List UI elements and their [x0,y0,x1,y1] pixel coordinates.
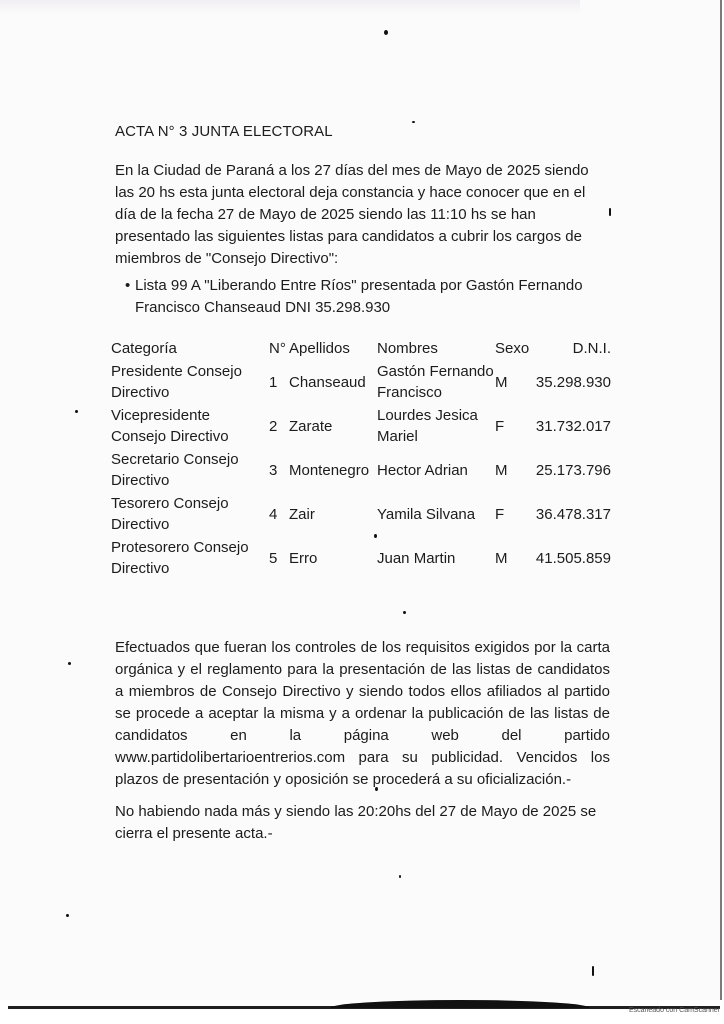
cell-numero: 3 [269,461,278,479]
table-row [111,360,611,404]
table-row [111,536,611,580]
body-paragraph: Efectuados que fueran los controles de los requisitos exigidos por la carta orgánica y el reglamento para la presentación de las listas de candidatos a miembros de Consejo Directivo y siendo todos ellos afiliados al partido se procede a aceptar la misma y a ordenar la publicación de las listas de candidatos en la página web del partido www.partidolibertarioentrerios.com para su publicidad. Vencidos los plazos de presentación y oposición se procederá a su oficialización.- [115,639,610,788]
table-row [111,404,611,448]
cell-dni: 25.173.796 [535,461,611,479]
cell-nombres: Gastón Fernando Francisco [377,363,494,401]
cell-apellidos: Erro [289,549,318,567]
cell-categoria: Vicepresidente Consejo Directivo [111,407,229,445]
header-apellidos: Apellidos [289,339,350,357]
cell-numero: 2 [269,417,278,435]
cell-dni: 35.298.930 [535,373,611,391]
cell-dni: 36.478.317 [535,505,611,523]
cell-nombres: Juan Martin [377,549,456,567]
candidates-table [111,336,611,580]
table-header-row [111,336,611,360]
cell-sexo: M [495,461,508,479]
cell-nombres: Hector Adrian [377,461,468,479]
cell-sexo: F [495,417,505,435]
cell-dni: 31.732.017 [535,417,611,435]
cell-sexo: M [495,549,508,567]
scan-speck [66,914,69,917]
cell-sexo: F [495,505,505,523]
cell-sexo: M [495,373,508,391]
cell-apellidos: Chanseaud [289,373,366,391]
header-categoria: Categoría [111,339,177,357]
header-dni: D.N.I. [572,339,611,357]
cell-categoria: Tesorero Consejo Directivo [111,495,229,533]
scan-speck [412,121,415,123]
scan-speck [399,875,401,878]
cell-categoria: Protesorero Consejo Directivo [111,539,249,577]
scan-page-edge-shadow [330,1000,590,1008]
camscanner-watermark: Escaneado con CamScanner [628,1007,720,1014]
table-row [111,448,611,492]
list-item [125,275,605,319]
scan-speck [403,611,406,614]
header-nombres: Nombres [377,339,438,357]
cell-numero: 5 [269,549,278,567]
cell-numero: 1 [269,373,278,391]
scan-artifact-band [0,0,580,14]
intro-paragraph: En la Ciudad de Paraná a los 27 días del mes de Mayo de 2025 siendo las 20 hs esta junta electoral deja constancia y hace conocer que en el día de la fecha 27 de Mayo de 2025 siendo las 11:10 hs se han presentado las siguientes listas para candidatos a cubrir los cargos de miembros de "Consejo Directivo": [115,162,589,267]
closing-paragraph: No habiendo nada más y siendo las 20:20hs del 27 de Mayo de 2025 se cierra el presente acta.- [115,803,597,842]
header-numero: N° [269,339,286,357]
cell-apellidos: Montenegro [289,461,370,479]
cell-categoria: Secretario Consejo Directivo [111,451,239,489]
table-row [111,492,611,536]
cell-categoria: Presidente Consejo Directivo [111,363,242,401]
scan-speck [75,410,78,413]
scan-speck [592,966,594,976]
cell-numero: 4 [269,505,278,523]
document-title: ACTA N° 3 JUNTA ELECTORAL [115,123,333,140]
cell-nombres: Yamila Silvana [377,505,476,523]
bullet-icon: • [125,277,131,294]
header-sexo: Sexo [495,339,530,357]
list-item-text: Lista 99 A "Liberando Entre Ríos" presentada por Gastón Fernando Francisco Chanseaud DNI 35.298.930 [135,277,583,316]
cell-nombres: Lourdes Jesica Mariel [377,407,478,445]
scan-speck [384,30,388,35]
scan-speck [68,662,71,665]
cell-apellidos: Zarate [289,417,333,435]
cell-dni: 41.505.859 [535,549,611,567]
cell-apellidos: Zair [289,505,315,523]
